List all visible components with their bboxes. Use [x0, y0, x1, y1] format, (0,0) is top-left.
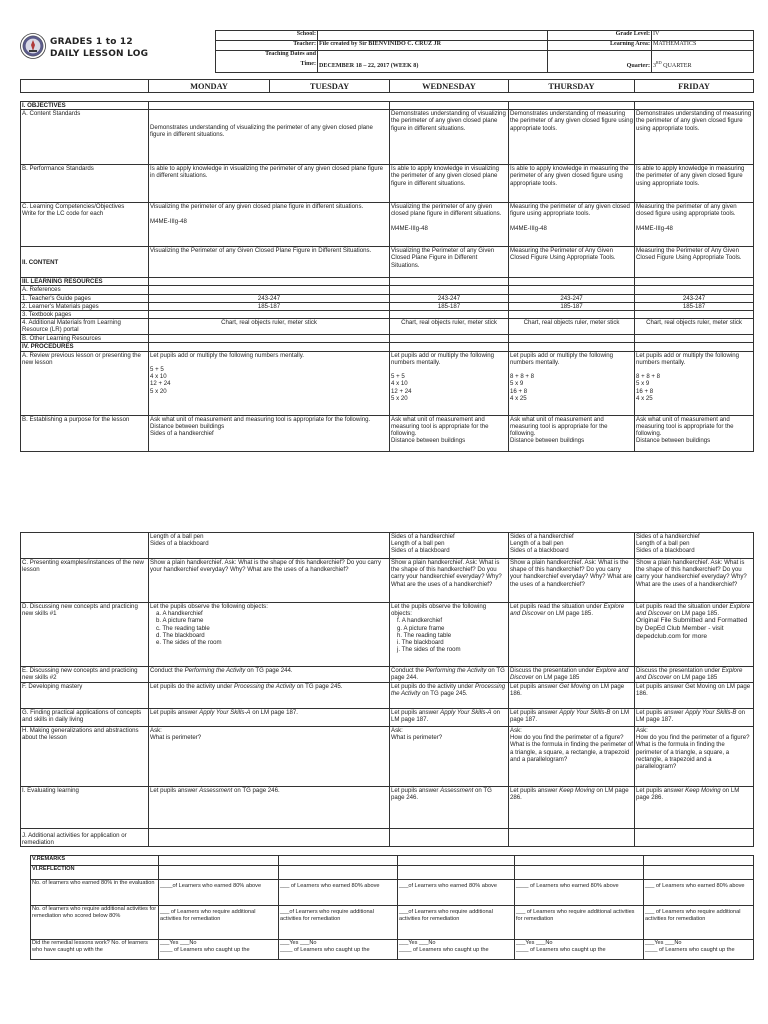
learners-materials-thu: 185-187 [509, 302, 635, 310]
purpose-thu: Ask what unit of measurement and measuring tool is appropriate for the following. Distance between buildings [509, 415, 635, 451]
text-run: Let pupils answer [391, 787, 441, 794]
text-run: on TG page 245. [420, 690, 468, 698]
text-run: on TG page 244. [245, 667, 293, 674]
purpose-cont-fri: Sides of a handkerchief Length of a ball pen Sides of a blackboard [635, 533, 754, 559]
list-item: d. The blackboard [156, 631, 205, 639]
additional-materials-label: 4. Additional Materials from Learning Resource (LR) portal [21, 319, 149, 335]
list-item: c. The reading table [156, 624, 210, 632]
text-run: on LM page 286. [510, 787, 629, 802]
textbook-label: 3. Textbook pages [21, 311, 149, 319]
discussing2-wed [390, 667, 509, 683]
list-item: i. The blackboard [397, 639, 444, 647]
reflect-b-cell: ___ of Learners who require additional activities for remediation [159, 906, 279, 940]
teachers-guide-wed: 243-247 [390, 294, 509, 302]
performance-standards-label: B. Performance Standards [21, 165, 149, 203]
discussing1-thu [509, 603, 635, 667]
deped-seal-logo [20, 33, 46, 59]
list-item: b. A picture frame [156, 617, 204, 625]
list-item: a. A handkerchief [156, 610, 203, 618]
discussing1-fri [635, 603, 754, 667]
practical-wed [390, 709, 509, 727]
text-run: Let pupils do the activity under [150, 683, 235, 690]
additional-materials-thu: Chart, real objects ruler, meter stick [509, 319, 635, 335]
text-run: on LM page 185 [533, 674, 580, 682]
discussing1-wed [390, 603, 509, 667]
text-run: Discuss the presentation under [636, 667, 722, 674]
generalizations-label: H. Making generalizations and abstractions about the lesson [21, 727, 149, 787]
text-run: on LM page 187. [510, 709, 630, 724]
practical-thu [509, 709, 635, 727]
content-thu: Measuring the Perimeter of Any Given Closed Figure Using Appropriate Tools. [509, 247, 635, 278]
other-resources-label: B. Other Learning Resources [21, 335, 149, 343]
competencies-label: C. Learning Competencies/Objectives Write for the LC code for each [21, 203, 149, 247]
discussing1-label: D. Discussing new concepts and practicing new skills #1 [21, 603, 149, 667]
reflect-c-cell: ___Yes ___No ____ of Learners who caught up the [279, 940, 398, 960]
reflect-a-cell: ___ of Learners who earned 80% above [279, 880, 398, 906]
day-friday: FRIDAY [635, 80, 754, 93]
school-value [318, 31, 548, 41]
competencies-mon-tue: Visualizing the perimeter of any given closed plane figure in different situations. M4ME-IIIg-48 [149, 203, 390, 247]
learners-materials-mon-tue: 185-187 [149, 302, 390, 310]
text-run-italic: Keep Moving [685, 787, 721, 794]
discussing2-mon-tue [149, 667, 390, 683]
school-label: School: [216, 31, 318, 41]
text-run: Let pupils answer [391, 709, 441, 716]
day-monday: MONDAY [149, 80, 270, 93]
continued-label-blank [21, 533, 149, 559]
purpose-wed: Ask what unit of measurement and measuring tool is appropriate for the following. Distance between buildings [390, 415, 509, 451]
procedures-heading: IV. PROCEDURES [21, 343, 149, 351]
list-item: j. The sides of the room [397, 646, 461, 654]
text-run-italic: Performing the Activity [425, 667, 487, 674]
purpose-cont-wed: Sides of a handkerchief Length of a ball pen Sides of a blackboard [390, 533, 509, 559]
text-run-italic: Assessment [440, 787, 474, 794]
competencies-wed: Visualizing the perimeter of any given closed plane figure in different situations. M4ME-IIIg-48 [390, 203, 509, 247]
text-run-italic: Explore and Discover [636, 667, 743, 682]
reflect-c-cell: ___Yes ___No ____ of Learners who caught up the [515, 940, 644, 960]
evaluating-fri [635, 787, 754, 829]
reflect-a-cell: ____of Learners who earned 80% above [159, 880, 279, 906]
reflection-heading: VI.REFLECTION [31, 866, 159, 880]
form-title-line1: GRADES 1 to 12 [50, 37, 133, 47]
content-standards-wed: Demonstrates understanding of visualizing the perimeter of any given closed plane figure in different situations. [390, 110, 509, 165]
text-run-italic: Apply Your Skills-A [440, 709, 492, 716]
mastery-fri [635, 683, 754, 709]
content-standards-thu: Demonstrates understanding of measuring the perimeter of any given closed figure using appropriate tools. [509, 110, 635, 165]
text-run: on LM page 187. [250, 709, 298, 716]
discussing2-label: E. Discussing new concepts and practicing new skills #2 [21, 667, 149, 683]
reflect-c-label: Did the remedial lessons work? No. of learners who have caught up with the [31, 940, 159, 960]
presenting-label: C. Presenting examples/instances of the new lesson [21, 559, 149, 603]
purpose-mon-tue: Ask what unit of measurement and measuring tool is appropriate for the following. Distance between buildings Sides of a handkerchief [149, 415, 390, 451]
list-item: g. A picture frame [397, 624, 445, 632]
text-run: on LM page 185 [671, 674, 718, 682]
learning-area-value: MATHEMATICS [652, 41, 754, 51]
quarter-value [652, 51, 754, 73]
practical-label: G. Finding practical applications of concepts and skills in daily living [21, 709, 149, 727]
review-fri: Let pupils add or multiply the following numbers mentally. 8 + 8 + 8 5 x 9 16 + 8 4 x 25 [635, 351, 754, 415]
text-run: Discuss the presentation under [510, 667, 596, 674]
list-item: e. The sides of the room [156, 639, 222, 647]
text-run: Let pupils read the situation under [510, 603, 604, 610]
presenting-wed: Show a plain handkerchief. Ask: What is the shape of this handkerchief? Do you carry your handkerchief everyday? Why? What are the uses of a handkerchief? [390, 559, 509, 603]
text-run: Let pupils answer Get Moving on LM page 186. [636, 683, 751, 698]
mastery-mon-tue [149, 683, 390, 709]
additional-activities-label: J. Additional activities for application or remediation [21, 829, 149, 847]
grade-level-label: Grade Level: [548, 31, 652, 41]
reflect-b-cell: ___of Learners who require additional activities for remediation [279, 906, 398, 940]
text-run: on LM page 286. [636, 787, 740, 802]
performance-standards-wed: Is able to apply knowledge in visualizing the perimeter of any given closed plane figure in different situations. [390, 165, 509, 203]
teaching-dates-label [216, 51, 318, 73]
review-wed: Let pupils add or multiply the following numbers mentally. 5 + 5 4 x 10 12 + 24 5 x 20 [390, 351, 509, 415]
evaluating-wed [390, 787, 509, 829]
mastery-wed [390, 683, 509, 709]
evaluating-label: I. Evaluating learning [21, 787, 149, 829]
reflect-b-cell: ___ of Learners who require additional activities for remediation [515, 906, 644, 940]
text-run: Let pupils answer [150, 709, 200, 716]
learners-materials-fri: 185-187 [635, 302, 754, 310]
teaching-dates-label-line1: Teaching Dates and [265, 51, 316, 57]
text-run: on LM page 185. [671, 610, 720, 618]
references-label: A. References [21, 286, 149, 294]
reflect-c-cell: ___Yes ___No ____ of Learners who caught up the [398, 940, 515, 960]
practical-fri [635, 709, 754, 727]
text-run: Let pupils do the activity under [391, 683, 476, 690]
reflect-b-cell: ___ of Learners who require additional activities for remediation [644, 906, 754, 940]
day-tuesday: TUESDAY [270, 80, 390, 93]
teachers-guide-label: 1. Teacher's Guide pages [21, 294, 149, 302]
lesson-table-page1 [20, 101, 754, 452]
reflect-a-cell: ___ of Learners who earned 80% above [644, 880, 754, 906]
presenting-fri: Show a plain handkerchief. Ask: What is the shape of this handkerchief? Do you carry your handkerchief everyday? Why? What are the uses of a handkerchief? [635, 559, 754, 603]
quarter-word: QUARTER [661, 62, 692, 69]
discussing1-wed-list [391, 617, 507, 653]
competencies-thu: Measuring the perimeter of any given closed figure using appropriate tools. M4ME-IIIg-48 [509, 203, 635, 247]
text-run: Let pupils answer [510, 709, 560, 716]
review-thu: Let pupils add or multiply the following numbers mentally. 8 + 8 + 8 5 x 9 16 + 8 4 x 25 [509, 351, 635, 415]
text-run: on LM page 187. [391, 709, 500, 724]
text-run: on TG page 246. [232, 787, 280, 794]
teachers-guide-thu: 243-247 [509, 294, 635, 302]
text-run-italic: Performing the Activity [184, 667, 246, 674]
mastery-thu [509, 683, 635, 709]
day-header-blank [21, 80, 149, 93]
quarter-label: Quarter: [548, 51, 652, 73]
grade-level-value: IV [652, 31, 754, 41]
discussing1-mon-tue-list [150, 610, 388, 646]
text-run: on LM page 186. [510, 683, 625, 698]
teachers-guide-mon-tue: 243-247 [149, 294, 390, 302]
presenting-thu: Show a plain handkerchief. Ask: What is the shape of this handkerchief? Do you carry your handkerchief everyday? Why? What are the uses of a handkerchief? [509, 559, 635, 603]
text-run: Let pupils answer [636, 709, 686, 716]
lesson-table-page2 [20, 532, 754, 847]
list-item: f. A handkerchief [397, 617, 443, 625]
objectives-heading: I. OBJECTIVES [21, 102, 149, 110]
text-run: Conduct the [150, 667, 185, 674]
discussing2-fri [635, 667, 754, 683]
learners-materials-wed: 185-187 [390, 302, 509, 310]
teaching-dates-value: DECEMBER 18 – 22, 2017 (WEEK 8) [318, 51, 548, 73]
content-wed: Visualizing the Perimeter of any Given Closed Plane Figure in Different Situations. [390, 247, 509, 278]
additional-materials-mon-tue: Chart, real objects ruler, meter stick [149, 319, 390, 335]
review-mon-tue: Let pupils add or multiply the following numbers mentally. 5 + 5 4 x 10 12 + 24 5 x 20 [149, 351, 390, 415]
discussing1-mon-tue-intro: Let the pupils observe the following objects: [150, 603, 268, 610]
mastery-label: F. Developing mastery [21, 683, 149, 709]
text-run-italic: Explore and Discover [636, 603, 751, 618]
discussing2-thu [509, 667, 635, 683]
additional-materials-fri: Chart, real objects ruler, meter stick [635, 319, 754, 335]
generalizations-mon-tue: Ask: What is perimeter? [149, 727, 390, 787]
text-run: on TG page 244. [391, 667, 505, 682]
learners-materials-label: 2. Learner's Materials pages [21, 302, 149, 310]
performance-standards-fri: Is able to apply knowledge in measuring the perimeter of any given closed figure using appropriate tools. [635, 165, 754, 203]
text-run: Let pupils answer [636, 787, 686, 794]
teacher-value: File created by Sir BIENVINIDO C. CRUZ JR [318, 41, 548, 51]
teachers-guide-fri: 243-247 [635, 294, 754, 302]
discussing1-wed-intro: Let the pupils observe the following objects: [391, 603, 487, 618]
text-run: Let pupils read the situation under [636, 603, 730, 610]
day-header-row [20, 79, 754, 93]
teaching-dates-label-line2: Time: [300, 61, 316, 68]
reflect-b-cell: ___of Learners who require additional activities for remediation [398, 906, 515, 940]
text-run-italic: Keep Moving [559, 787, 595, 794]
performance-standards-mon-tue: Is able to apply knowledge in visualizing the perimeter of any given closed plane figure in different situations. [149, 165, 390, 203]
header-info-table [215, 30, 754, 73]
reflection-table [30, 855, 754, 960]
generalizations-thu: Ask: How do you find the perimeter of a figure? What is the formula in finding the perimeter of a triangle, a square, a rectangle, a trapezoid and a parallelogram? [509, 727, 635, 787]
day-thursday: THURSDAY [509, 80, 635, 93]
purpose-cont-thu: Sides of a handkerchief Length of a ball pen Sides of a blackboard [509, 533, 635, 559]
text-run: on TG page 245. [295, 683, 343, 690]
reflect-a-cell: ___of Learners who earned 80% above [398, 880, 515, 906]
discussing1-mon-tue [149, 603, 390, 667]
deped-club-note: Original File Submitted and Formatted by DepEd Club Member - visit depedclub.com for more [636, 617, 748, 641]
text-run: Let pupils answer [510, 683, 560, 690]
text-run-italic: Apply Your Skills-B [559, 709, 611, 716]
text-run-italic: Assessment [199, 787, 233, 794]
purpose-label: B. Establishing a purpose for the lesson [21, 415, 149, 451]
content-label: II. CONTENT [21, 247, 149, 278]
review-label: A. Review previous lesson or presenting the new lesson [21, 351, 149, 415]
text-run: on TG page 246. [391, 787, 492, 802]
competencies-fri: Measuring the perimeter of any given closed figure using appropriate tools. M4ME-IIIg-48 [635, 203, 754, 247]
generalizations-wed: Ask: What is perimeter? [390, 727, 509, 787]
text-run-italic: Processing the Activity [391, 683, 506, 698]
text-run-italic: Apply Your Skills-A [199, 709, 251, 716]
teacher-label: Teacher: [216, 41, 318, 51]
quarter-suffix: RD [656, 59, 662, 65]
text-run: on LM page 185. [545, 610, 594, 618]
day-wednesday: WEDNESDAY [390, 80, 509, 93]
reflect-a-label: No. of learners who earned 80% in the evaluation [31, 880, 159, 906]
list-item: h. The reading table [397, 631, 452, 639]
remarks-heading: V.REMARKS [31, 856, 159, 866]
reflect-a-cell: ____ of Learners who earned 80% above [515, 880, 644, 906]
text-run: Conduct the [391, 667, 426, 674]
content-standards-fri: Demonstrates understanding of measuring the perimeter of any given closed figure using appropriate tools. [635, 110, 754, 165]
evaluating-thu [509, 787, 635, 829]
content-standards-mon-tue: Demonstrates understanding of visualizing the perimeter of any given closed plane figure in different situations. [149, 110, 390, 165]
text-run-italic: Get Moving [559, 683, 591, 690]
additional-materials-wed: Chart, real objects ruler, meter stick [390, 319, 509, 335]
text-run-italic: Apply Your Skills-B [685, 709, 737, 716]
text-run: Let pupils answer [510, 787, 560, 794]
text-run-italic: Explore and Discover [510, 603, 625, 618]
learning-area-label: Learning Area: [548, 41, 652, 51]
evaluating-mon-tue [149, 787, 390, 829]
purpose-cont-mon-tue: Length of a ball pen Sides of a blackboard [149, 533, 390, 559]
reflect-b-label: No. of learners who require additional activities for remediation who scored below 80% [31, 906, 159, 940]
reflect-c-cell: ___Yes ___No ____ of Learners who caught up the [159, 940, 279, 960]
practical-mon-tue [149, 709, 390, 727]
text-run: Let pupils answer [150, 787, 200, 794]
text-run: on LM page 187. [636, 709, 745, 724]
presenting-mon-tue: Show a plain handkerchief. Ask: What is the shape of this handkerchief? Do you carry your handkerchief everyday? Why? What are the uses of a handkerchief? [149, 559, 390, 603]
text-run-italic: Explore and Discover [510, 667, 629, 682]
quarter-number: 3 [653, 62, 657, 69]
learning-resources-heading: III. LEARNING RESOURCES [21, 278, 149, 286]
form-title [50, 36, 148, 60]
generalizations-fri: Ask: How do you find the perimeter of a figure? What is the formula in finding the perimeter of a triangle, a square, a rectangle, a trapezoid and a parallelogram? [635, 727, 754, 787]
text-run-italic: Processing the Activity [234, 683, 296, 690]
content-mon-tue: Visualizing the Perimeter of any Given Closed Plane Figure in Different Situations. [149, 247, 390, 278]
reflect-c-cell: ___Yes ___No ____ of Learners who caught up the [644, 940, 754, 960]
purpose-fri: Ask what unit of measurement and measuring tool is appropriate for the following. Distance between buildings [635, 415, 754, 451]
content-standards-label: A. Content Standards [21, 110, 149, 165]
content-fri: Measuring the Perimeter of Any Given Closed Figure Using Appropriate Tools. [635, 247, 754, 278]
form-title-line2: DAILY LESSON LOG [50, 49, 149, 59]
performance-standards-thu: Is able to apply knowledge in measuring the perimeter of any given closed figure using appropriate tools. [509, 165, 635, 203]
